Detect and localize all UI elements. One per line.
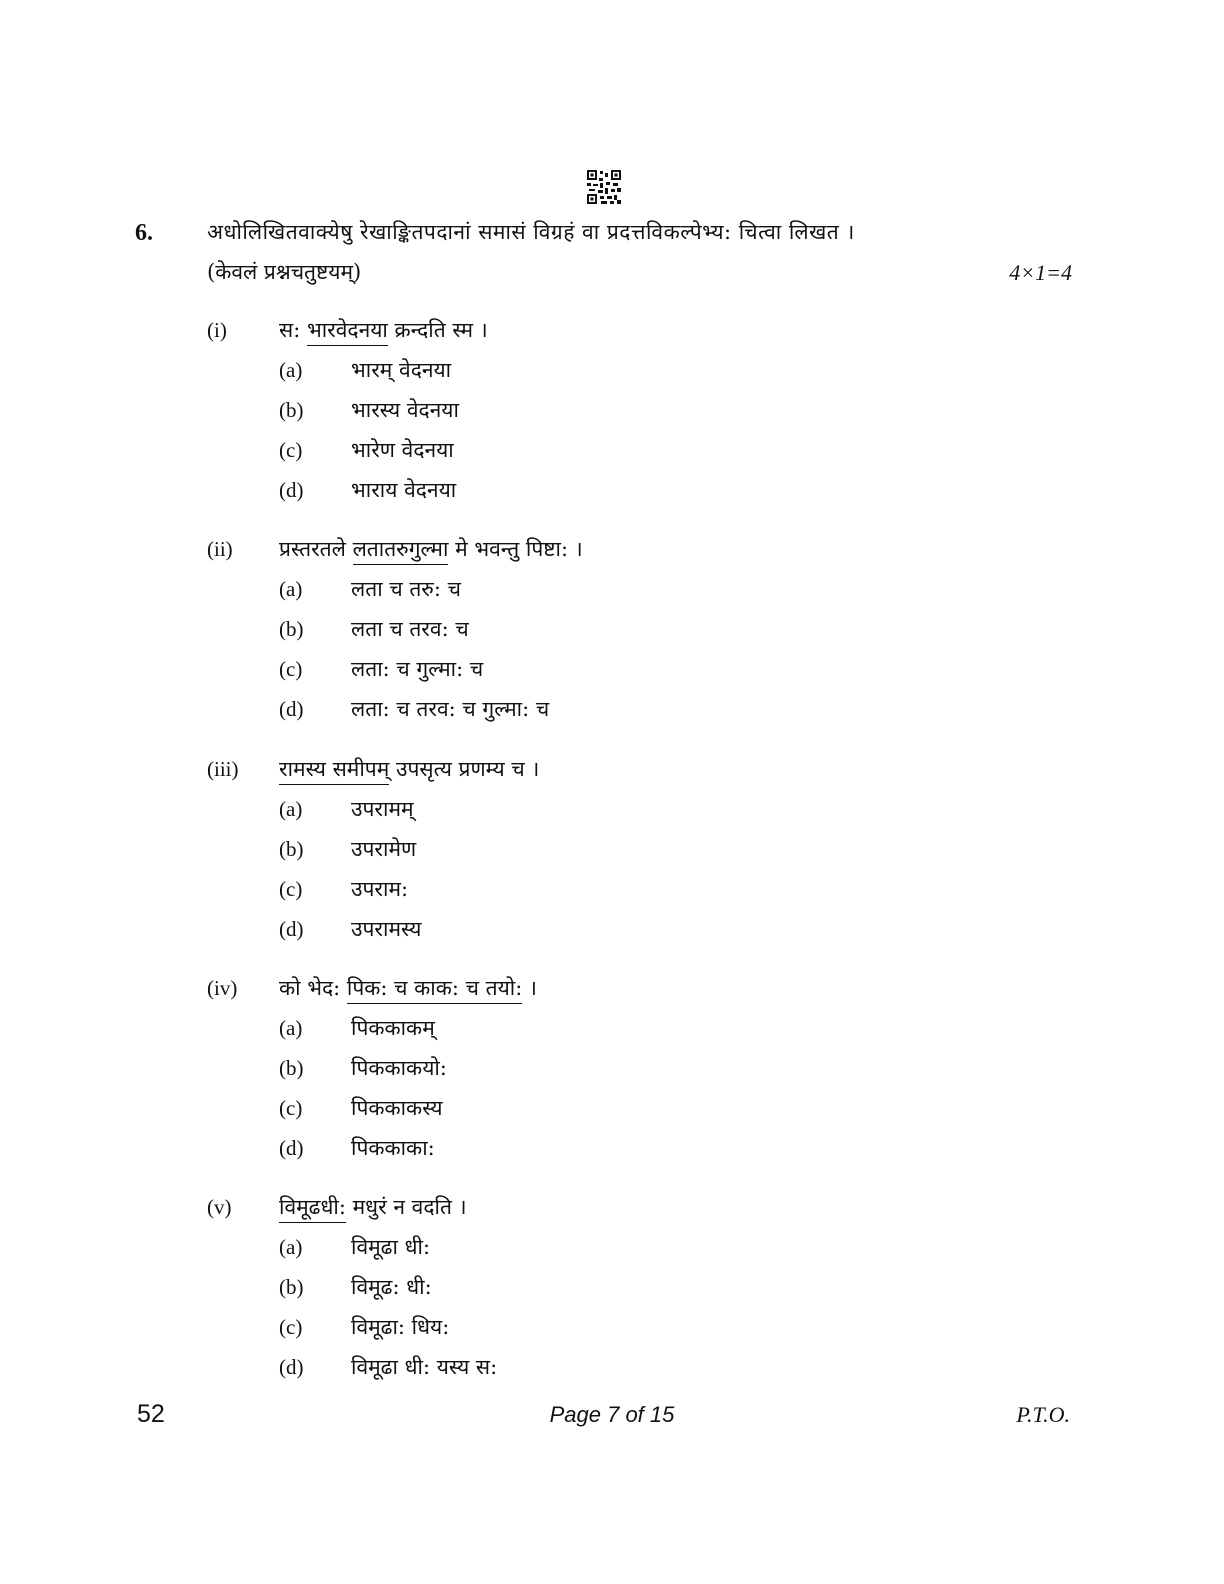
- option-letter: (c): [279, 657, 303, 681]
- sentence-text: को भेद:: [279, 976, 347, 1000]
- option-text: उपराम:: [351, 877, 409, 901]
- underlined-word: भारवेदनया: [307, 318, 388, 346]
- underlined-word: विमूढधी:: [279, 1195, 346, 1223]
- option-text: भारस्य वेदनया: [351, 398, 459, 422]
- sentence-text: उपसृत्य प्रणम्य च ।: [389, 757, 540, 781]
- option-letter: (c): [279, 877, 303, 901]
- option-text: पिककाकस्य: [351, 1096, 443, 1120]
- sub-question-number: (iv): [207, 976, 238, 1000]
- option-text: उपरामस्य: [351, 917, 422, 941]
- marks-allocation: 4×1=4: [1009, 260, 1072, 285]
- option-letter: (d): [279, 917, 304, 941]
- sub-question-number: (i): [207, 318, 227, 342]
- sub-question-sentence: [279, 316, 488, 344]
- paper-code: 52: [137, 1400, 165, 1428]
- sub-question-sentence: [279, 535, 583, 563]
- option-text: भाराय वेदनया: [351, 478, 457, 502]
- option-text: लता: च तरव: च गुल्मा: च: [351, 697, 550, 721]
- option-text: विमूढ: धी:: [351, 1275, 432, 1299]
- option-letter: (b): [279, 1275, 304, 1299]
- option-letter: (b): [279, 837, 304, 861]
- option-letter: (d): [279, 478, 304, 502]
- option-text: लता च तरव: च: [351, 617, 469, 641]
- option-text: पिककाका:: [351, 1136, 435, 1160]
- option-text: लता च तरु: च: [351, 577, 461, 601]
- option-letter: (d): [279, 697, 304, 721]
- option-letter: (b): [279, 617, 304, 641]
- option-text: विमूढा धी:: [351, 1235, 431, 1259]
- option-letter: (a): [279, 797, 303, 821]
- option-text: पिककाकम्: [351, 1016, 435, 1040]
- qr-code-icon: [587, 170, 621, 204]
- option-text: भारेण वेदनया: [351, 438, 454, 462]
- question-subnote: (केवलं प्रश्नचतुष्टयम्): [207, 260, 362, 284]
- option-text: विमूढा: धिय:: [351, 1315, 450, 1339]
- sub-question-number: (iii): [207, 757, 239, 781]
- option-letter: (b): [279, 398, 304, 422]
- option-letter: (c): [279, 1315, 303, 1339]
- option-text: पिककाकयो:: [351, 1056, 447, 1080]
- option-letter: (a): [279, 1016, 303, 1040]
- sub-question-number: (v): [207, 1195, 232, 1219]
- underlined-word: लतातरुगुल्मा: [353, 537, 449, 565]
- underlined-word: रामस्य समीपम्: [279, 757, 389, 785]
- sub-question-number: (ii): [207, 537, 233, 561]
- option-text: उपरामेण: [351, 837, 417, 861]
- page-indicator: Page 7 of 15: [549, 1402, 675, 1427]
- sentence-text: प्रस्तरतले: [279, 537, 353, 561]
- sentence-text: क्रन्दति स्म ।: [387, 318, 488, 342]
- sentence-text: मे भवन्तु पिष्टा: ।: [448, 537, 583, 561]
- option-letter: (a): [279, 577, 303, 601]
- option-letter: (b): [279, 1056, 304, 1080]
- option-text: विमूढा धी: यस्य स:: [351, 1355, 498, 1379]
- sentence-text: स:: [279, 318, 307, 342]
- underlined-word: पिक: च काक: च तयो:: [347, 976, 522, 1004]
- sentence-text: ।: [522, 976, 537, 1000]
- sub-question-sentence: [279, 974, 537, 1002]
- option-text: भारम् वेदनया: [351, 358, 452, 382]
- option-letter: (a): [279, 358, 303, 382]
- option-text: उपरामम्: [351, 797, 414, 821]
- sub-question-sentence: [279, 755, 539, 783]
- option-letter: (c): [279, 1096, 303, 1120]
- option-letter: (c): [279, 438, 303, 462]
- sentence-text: मधुरं न वदति ।: [345, 1195, 467, 1219]
- option-letter: (a): [279, 1235, 303, 1259]
- option-letter: (d): [279, 1136, 304, 1160]
- please-turn-over: P.T.O.: [1016, 1402, 1070, 1427]
- sub-question-sentence: [279, 1193, 467, 1221]
- question-instruction: अधोलिखितवाक्येषु रेखाङ्कितपदानां समासं विग्रहं वा प्रदत्तविकल्पेभ्य: चित्वा लिखत ।: [207, 220, 855, 244]
- option-text: लता: च गुल्मा: च: [351, 657, 484, 681]
- option-letter: (d): [279, 1355, 304, 1379]
- question-number: 6.: [135, 220, 153, 246]
